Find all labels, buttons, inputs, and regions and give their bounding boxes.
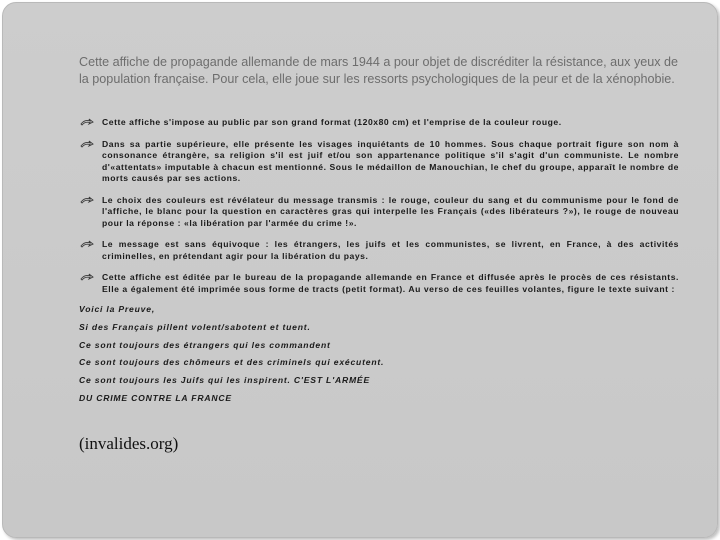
poster-line: Ce sont toujours des chômeurs et des criminels qui exécutent.: [79, 357, 385, 368]
poster-line: Ce sont toujours les Juifs qui les inspirent. C'EST L'ARMÉE: [79, 375, 370, 386]
poster-line: Voici la Preuve,: [79, 304, 156, 314]
poster-line: Si des Français pillent volent/sabotent et tuent.: [79, 321, 311, 332]
bullet-text: Cette affiche s'impose au public par son grand format (120x80 cm) et l'emprise de la couleur rouge.: [102, 117, 562, 127]
poster-line: DU CRIME CONTRE LA FRANCE: [79, 392, 232, 403]
arrow-bullet-icon: [80, 196, 94, 205]
bullet-list: [79, 117, 679, 305]
bullet-item: [79, 272, 679, 295]
bullet-text: Le message est sans équivoque : les étrangers, les juifs et les communistes, se livrent, en France, à des activités criminelles, en prétendant agir pour la libération du pays.: [102, 239, 679, 261]
bullet-item: [79, 239, 679, 262]
poster-line: Ce sont toujours des étrangers qui les commandent: [79, 339, 331, 350]
arrow-bullet-icon: [80, 140, 94, 149]
bullet-item: [79, 139, 679, 185]
bullet-text: Dans sa partie supérieure, elle présente les visages inquiétants de 10 hommes. Sous chaque portrait figure son nom à consonance étrangère, sa religion s'il est juif et/ou son appartenance politique s'il s'agit d'un communiste. Le nombre d'«attentats» imputable à chacun est mentionné. Sous le médaillon de Manouchian, le chef du groupe, apparaît le nombre de morts causés par ses actions.: [102, 138, 679, 183]
bullet-text: Cette affiche est éditée par le bureau de la propagande allemande en France et diffusée après le procès de ces résistants. Elle a également été imprimée sous forme de tracts (petit format). Au verso de ces feuilles volantes, figure le texte suivant :: [102, 272, 679, 294]
intro-paragraph: Cette affiche de propagande allemande de mars 1944 a pour objet de discréditer la résistance, aux yeux de la population française. Pour cela, elle joue sur les ressorts psychologiques de la peur et de la xénophobie.: [79, 55, 679, 86]
source-credit: (invalides.org): [79, 434, 179, 453]
arrow-bullet-icon: [80, 273, 94, 282]
arrow-bullet-icon: [80, 118, 94, 127]
bullet-item: [79, 117, 679, 129]
bullet-item: [79, 195, 679, 230]
arrow-bullet-icon: [80, 240, 94, 249]
bullet-text: Le choix des couleurs est révélateur du message transmis : le rouge, couleur du sang et du communisme pour le fond de l'affiche, le blanc pour la question en caractères gras qui interpelle les Français («des libérateurs ?»), le rouge de nouveau pour la réponse : «la libération par l'armée du crime !».: [102, 194, 679, 228]
poster-quote: [79, 303, 679, 410]
